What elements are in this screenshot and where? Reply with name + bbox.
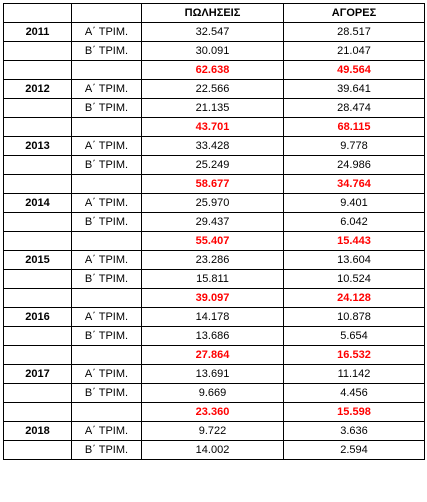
- purchases-cell: 3.636: [284, 422, 425, 441]
- sales-cell: 13.686: [142, 327, 284, 346]
- table-row: [4, 327, 425, 346]
- purchases-total-cell: 34.764: [284, 175, 425, 194]
- period-cell: [72, 61, 142, 80]
- year-cell: [4, 213, 72, 232]
- table-row: [4, 99, 425, 118]
- period-cell: Β΄ ΤΡΙΜ.: [72, 384, 142, 403]
- year-cell: [4, 175, 72, 194]
- purchases-total-cell: 24.128: [284, 289, 425, 308]
- header-period: [72, 4, 142, 23]
- total-row: [4, 118, 425, 137]
- period-cell: [72, 403, 142, 422]
- total-row: [4, 175, 425, 194]
- header-year: [4, 4, 72, 23]
- sales-purchases-table: [3, 3, 425, 460]
- table-row: [4, 80, 425, 99]
- period-cell: [72, 289, 142, 308]
- purchases-cell: 28.517: [284, 23, 425, 42]
- year-cell: [4, 384, 72, 403]
- sales-total-cell: 39.097: [142, 289, 284, 308]
- total-row: [4, 289, 425, 308]
- year-cell: [4, 327, 72, 346]
- year-cell: 2015: [4, 251, 72, 270]
- period-cell: Α΄ ΤΡΙΜ.: [72, 308, 142, 327]
- period-cell: Α΄ ΤΡΙΜ.: [72, 365, 142, 384]
- table-header: [4, 4, 425, 23]
- sales-cell: 23.286: [142, 251, 284, 270]
- year-cell: [4, 42, 72, 61]
- period-cell: [72, 346, 142, 365]
- purchases-cell: 5.654: [284, 327, 425, 346]
- table-row: [4, 441, 425, 460]
- table-row: [4, 137, 425, 156]
- year-cell: 2014: [4, 194, 72, 213]
- sales-cell: 9.669: [142, 384, 284, 403]
- year-cell: 2018: [4, 422, 72, 441]
- period-cell: Β΄ ΤΡΙΜ.: [72, 270, 142, 289]
- sales-total-cell: 55.407: [142, 232, 284, 251]
- total-row: [4, 346, 425, 365]
- period-cell: Α΄ ΤΡΙΜ.: [72, 23, 142, 42]
- year-cell: 2016: [4, 308, 72, 327]
- sales-total-cell: 27.864: [142, 346, 284, 365]
- year-cell: [4, 99, 72, 118]
- table-row: [4, 251, 425, 270]
- purchases-cell: 4.456: [284, 384, 425, 403]
- table-row: [4, 194, 425, 213]
- sales-cell: 13.691: [142, 365, 284, 384]
- sales-cell: 22.566: [142, 80, 284, 99]
- purchases-total-cell: 16.532: [284, 346, 425, 365]
- sales-cell: 14.178: [142, 308, 284, 327]
- sales-cell: 25.970: [142, 194, 284, 213]
- year-cell: [4, 61, 72, 80]
- sales-total-cell: 43.701: [142, 118, 284, 137]
- purchases-cell: 10.878: [284, 308, 425, 327]
- period-cell: Β΄ ΤΡΙΜ.: [72, 327, 142, 346]
- sales-cell: 29.437: [142, 213, 284, 232]
- total-row: [4, 232, 425, 251]
- purchases-cell: 10.524: [284, 270, 425, 289]
- period-cell: Α΄ ΤΡΙΜ.: [72, 422, 142, 441]
- purchases-cell: 9.778: [284, 137, 425, 156]
- year-cell: [4, 270, 72, 289]
- table-body: [4, 23, 425, 460]
- purchases-cell: 24.986: [284, 156, 425, 175]
- sales-total-cell: 62.638: [142, 61, 284, 80]
- period-cell: Β΄ ΤΡΙΜ.: [72, 441, 142, 460]
- period-cell: Α΄ ΤΡΙΜ.: [72, 80, 142, 99]
- year-cell: 2012: [4, 80, 72, 99]
- year-cell: 2011: [4, 23, 72, 42]
- sales-cell: 14.002: [142, 441, 284, 460]
- sales-total-cell: 23.360: [142, 403, 284, 422]
- sales-cell: 21.135: [142, 99, 284, 118]
- header-purchases: ΑΓΟΡΕΣ: [284, 4, 425, 23]
- table-row: [4, 365, 425, 384]
- period-cell: [72, 232, 142, 251]
- purchases-cell: 28.474: [284, 99, 425, 118]
- purchases-total-cell: 49.564: [284, 61, 425, 80]
- year-cell: [4, 346, 72, 365]
- period-cell: Β΄ ΤΡΙΜ.: [72, 99, 142, 118]
- purchases-total-cell: 15.443: [284, 232, 425, 251]
- sales-cell: 32.547: [142, 23, 284, 42]
- table-row: [4, 42, 425, 61]
- year-cell: 2013: [4, 137, 72, 156]
- sales-cell: 25.249: [142, 156, 284, 175]
- total-row: [4, 403, 425, 422]
- table-row: [4, 308, 425, 327]
- purchases-cell: 9.401: [284, 194, 425, 213]
- year-cell: [4, 118, 72, 137]
- year-cell: [4, 232, 72, 251]
- period-cell: Α΄ ΤΡΙΜ.: [72, 194, 142, 213]
- purchases-cell: 13.604: [284, 251, 425, 270]
- year-cell: [4, 403, 72, 422]
- period-cell: [72, 175, 142, 194]
- purchases-cell: 2.594: [284, 441, 425, 460]
- table-row: [4, 23, 425, 42]
- period-cell: Β΄ ΤΡΙΜ.: [72, 156, 142, 175]
- period-cell: Β΄ ΤΡΙΜ.: [72, 213, 142, 232]
- purchases-cell: 39.641: [284, 80, 425, 99]
- year-cell: [4, 441, 72, 460]
- sales-total-cell: 58.677: [142, 175, 284, 194]
- table-row: [4, 422, 425, 441]
- period-cell: [72, 118, 142, 137]
- purchases-cell: 6.042: [284, 213, 425, 232]
- header-sales: ΠΩΛΗΣΕΙΣ: [142, 4, 284, 23]
- year-cell: [4, 289, 72, 308]
- table-row: [4, 270, 425, 289]
- period-cell: Α΄ ΤΡΙΜ.: [72, 251, 142, 270]
- sales-cell: 30.091: [142, 42, 284, 61]
- year-cell: 2017: [4, 365, 72, 384]
- table-row: [4, 213, 425, 232]
- sales-cell: 9.722: [142, 422, 284, 441]
- sales-cell: 33.428: [142, 137, 284, 156]
- period-cell: Β΄ ΤΡΙΜ.: [72, 42, 142, 61]
- total-row: [4, 61, 425, 80]
- header-row: [4, 4, 425, 23]
- year-cell: [4, 156, 72, 175]
- table-row: [4, 156, 425, 175]
- purchases-cell: 11.142: [284, 365, 425, 384]
- sales-cell: 15.811: [142, 270, 284, 289]
- purchases-total-cell: 15.598: [284, 403, 425, 422]
- period-cell: Α΄ ΤΡΙΜ.: [72, 137, 142, 156]
- purchases-cell: 21.047: [284, 42, 425, 61]
- table-row: [4, 384, 425, 403]
- purchases-total-cell: 68.115: [284, 118, 425, 137]
